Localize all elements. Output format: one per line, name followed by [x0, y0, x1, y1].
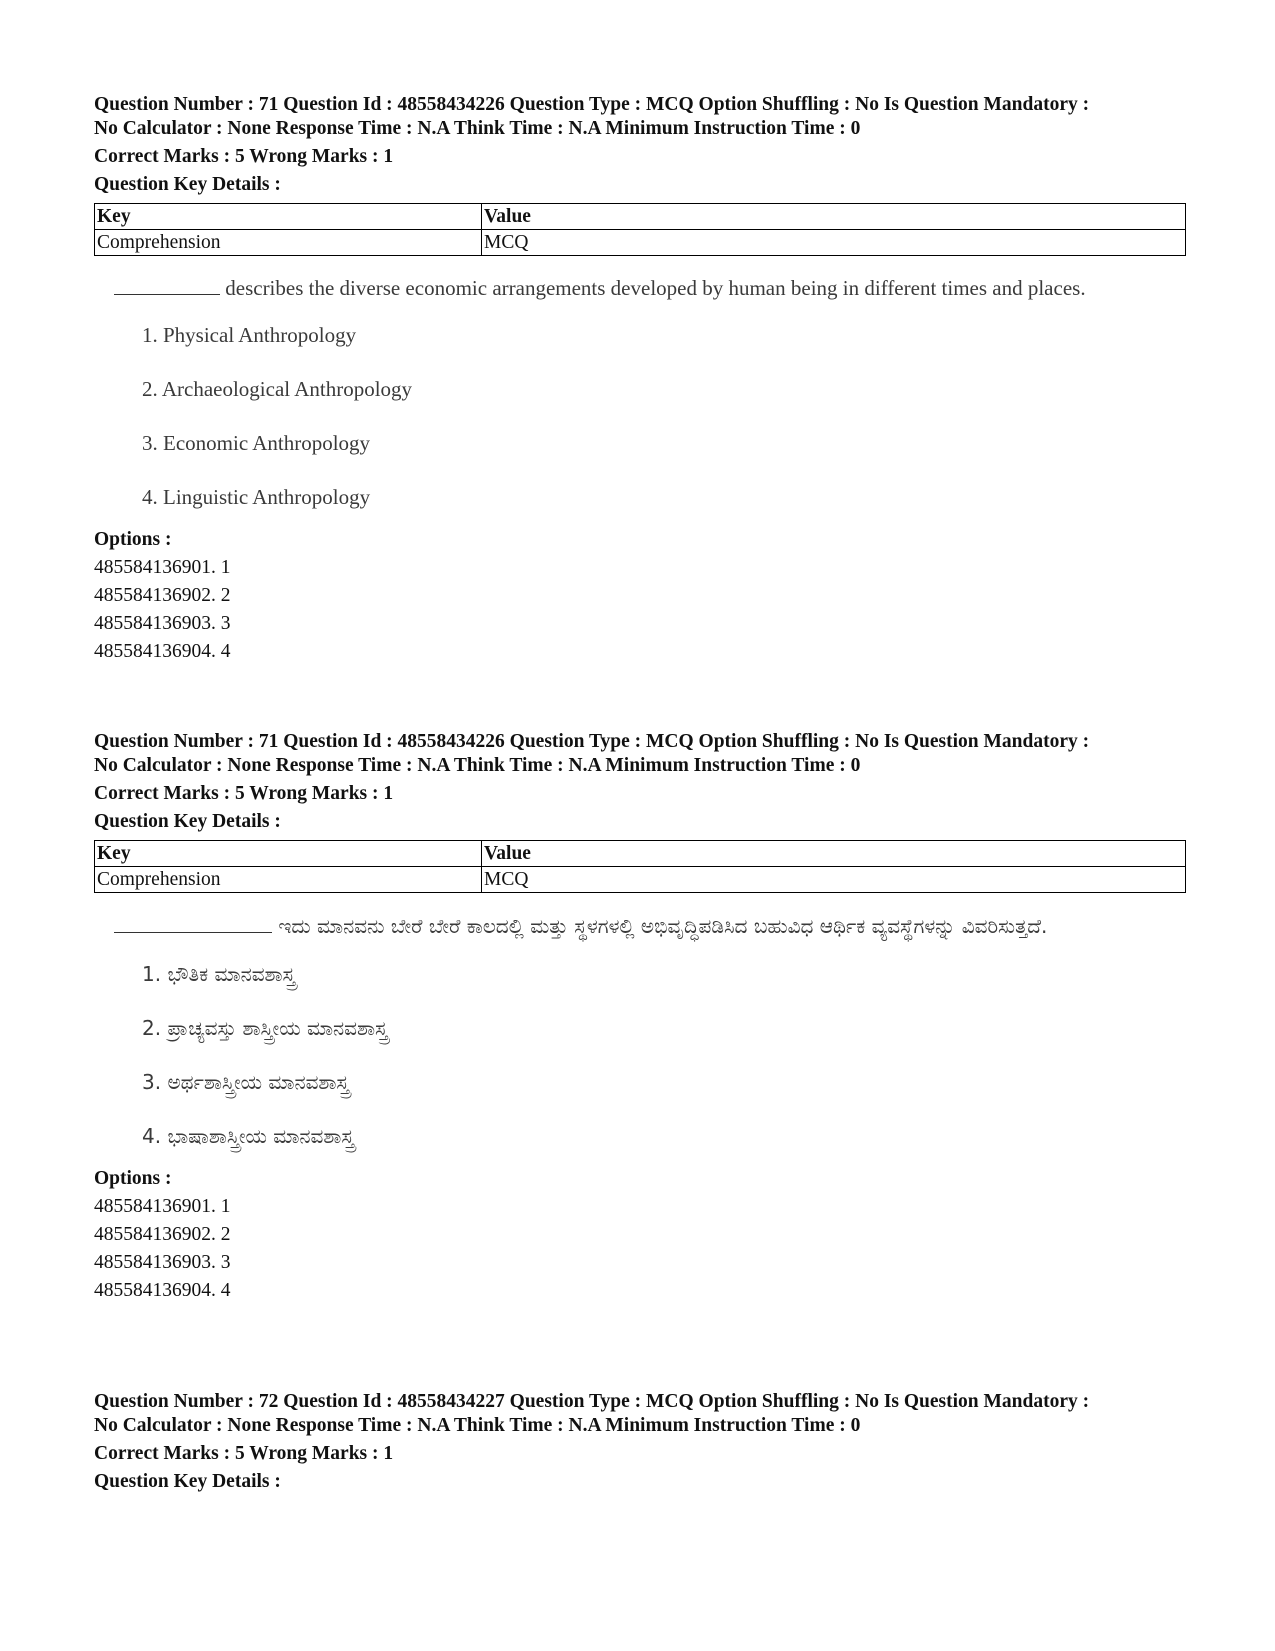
table-header-key: Key [95, 841, 482, 867]
option-id-line: 485584136901. 1 [94, 1196, 231, 1217]
table-cell-key: Comprehension [95, 867, 482, 893]
table-cell-value: MCQ [482, 867, 1186, 893]
choice-item: 4. ಭಾಷಾಶಾಸ್ತ್ರೀಯ ಮಾನವಶಾಸ್ತ್ರ [142, 1124, 355, 1148]
option-id-line: 485584136901. 1 [94, 557, 231, 578]
option-id-line: 485584136904. 4 [94, 641, 231, 662]
options-section [94, 1165, 1186, 1305]
key-details-table [94, 840, 1186, 893]
choice-item: 2. ಪ್ರಾಚ್ಯವಸ್ತು ಶಾಸ್ತ್ರೀಯ ಮಾನವಶಾಸ್ತ್ರ [142, 1016, 388, 1040]
option-id-line: 485584136903. 3 [94, 1252, 231, 1273]
choice-item: 4. Linguistic Anthropology [142, 485, 371, 509]
options-label: Options : [94, 1168, 172, 1189]
choice-list [142, 961, 1186, 1149]
option-id-line: 485584136902. 2 [94, 585, 231, 606]
choice-item: 3. Economic Anthropology [142, 431, 371, 455]
marks-line: Correct Marks : 5 Wrong Marks : 1 [94, 146, 394, 167]
table-header-row [95, 841, 1186, 867]
question-meta-line-1: Question Number : 71 Question Id : 48558434226 Question Type : MCQ Option Shuffling : No Is Question Mandatory : [94, 94, 1090, 115]
options-section [94, 526, 1186, 666]
table-header-value: Value [482, 841, 1186, 867]
marks-line: Correct Marks : 5 Wrong Marks : 1 [94, 1443, 394, 1464]
option-id-line: 485584136903. 3 [94, 613, 231, 634]
choice-item: 2. Archaeological Anthropology [142, 377, 413, 401]
table-header-key: Key [95, 204, 482, 230]
fill-in-blank [114, 276, 220, 295]
question-block-72 [94, 1390, 1186, 1494]
question-meta-line-2: No Calculator : None Response Time : N.A Think Time : N.A Minimum Instruction Time : 0 [94, 755, 861, 776]
question-stem: describes the diverse economic arrangements developed by human being in different times and places. [114, 274, 1144, 302]
fill-in-blank [114, 914, 272, 933]
table-cell-value: MCQ [482, 230, 1186, 256]
question-meta-line-1: Question Number : 71 Question Id : 48558434226 Question Type : MCQ Option Shuffling : No Is Question Mandatory : [94, 731, 1090, 752]
question-stem: ಇದು ಮಾನವನು ಬೇರೆ ಬೇರೆ ಕಾಲದಲ್ಲಿ ಮತ್ತು ಸ್ಥಳಗಳಲ್ಲಿ ಅಭಿವೃದ್ಧಿಪಡಿಸಿದ ಬಹುವಿಧ ಆರ್ಥಿಕ ವ್ಯವಸ್ಥೆಗಳನ್ನು ವಿವರಿಸುತ್ತದೆ. [114, 911, 1144, 941]
key-details-table [94, 203, 1186, 256]
table-header-value: Value [482, 204, 1186, 230]
table-row [95, 230, 1186, 256]
question-content [94, 274, 1186, 510]
key-details-label: Question Key Details : [94, 811, 281, 832]
option-id-line: 485584136904. 4 [94, 1280, 231, 1301]
key-details-label: Question Key Details : [94, 174, 281, 195]
choice-list [142, 322, 1186, 510]
key-details-label: Question Key Details : [94, 1471, 281, 1492]
question-meta-line-2: No Calculator : None Response Time : N.A Think Time : N.A Minimum Instruction Time : 0 [94, 118, 861, 139]
question-content [94, 911, 1186, 1149]
choice-item: 3. ಅರ್ಥಶಾಸ್ತ್ರೀಯ ಮಾನವಶಾಸ್ತ್ರ [142, 1070, 350, 1094]
question-meta-line-2: No Calculator : None Response Time : N.A Think Time : N.A Minimum Instruction Time : 0 [94, 1415, 861, 1436]
table-header-row [95, 204, 1186, 230]
option-id-line: 485584136902. 2 [94, 1224, 231, 1245]
choice-item: 1. Physical Anthropology [142, 323, 357, 347]
question-block-71-english [94, 93, 1186, 666]
table-cell-key: Comprehension [95, 230, 482, 256]
choice-item: 1. ಭೌತಿಕ ಮಾನವಶಾಸ್ತ್ರ [142, 962, 296, 986]
options-label: Options : [94, 529, 172, 550]
marks-line: Correct Marks : 5 Wrong Marks : 1 [94, 783, 394, 804]
question-meta-line-1: Question Number : 72 Question Id : 48558434227 Question Type : MCQ Option Shuffling : No Is Question Mandatory : [94, 1391, 1090, 1412]
table-row [95, 867, 1186, 893]
question-block-71-kannada [94, 730, 1186, 1305]
